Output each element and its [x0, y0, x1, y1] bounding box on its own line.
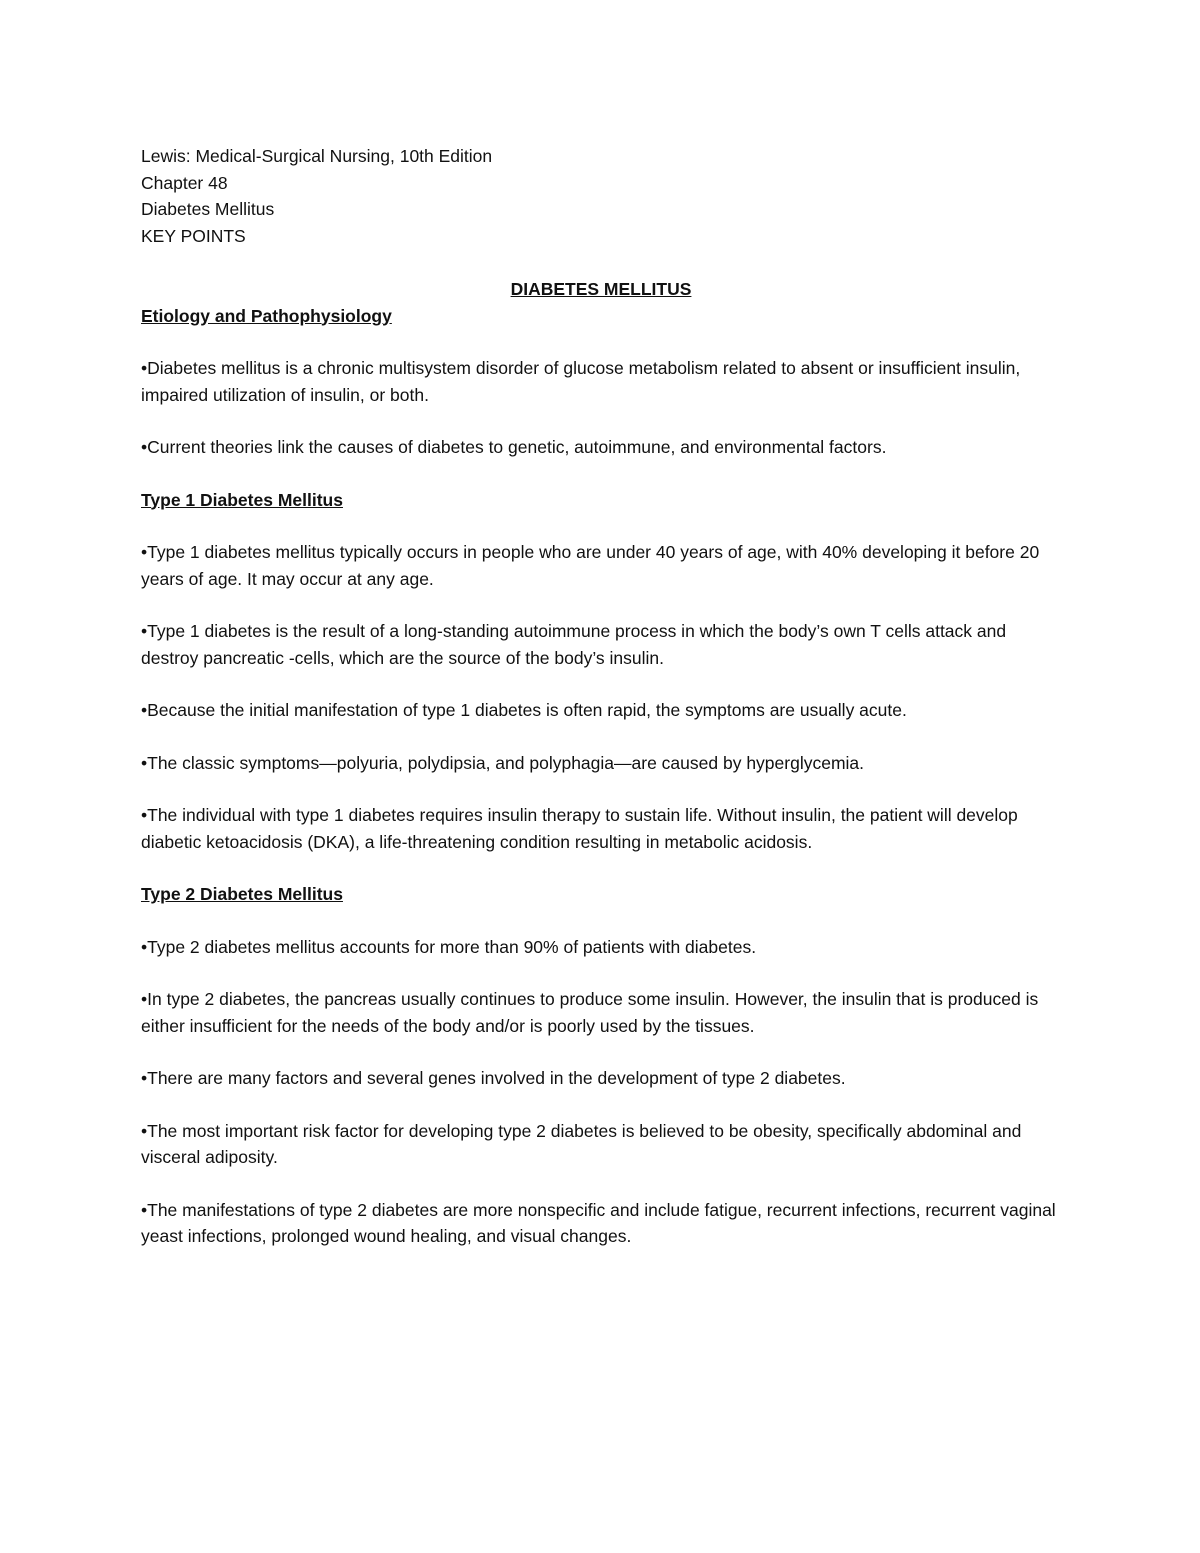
bullet-paragraph: •The manifestations of type 2 diabetes are more nonspecific and include fatigue, recurrent infections, recurrent vaginal yeast infections, prolonged wound healing, and visual changes. — [141, 1199, 1056, 1246]
section-etiology — [141, 303, 1061, 461]
book-title: Lewis: Medical-Surgical Nursing, 10th Edition — [141, 146, 493, 166]
bullet-paragraph: •Current theories link the causes of diabetes to genetic, autoimmune, and environmental factors. — [141, 437, 887, 457]
document-title: DIABETES MELLITUS — [510, 279, 692, 299]
bullet-paragraph: •There are many factors and several genes involved in the development of type 2 diabetes. — [141, 1068, 846, 1088]
key-points-label: KEY POINTS — [141, 225, 246, 246]
bullet-paragraph: •Diabetes mellitus is a chronic multisystem disorder of glucose metabolism related to absent or insufficient insulin, impaired utilization of insulin, or both. — [141, 358, 1021, 405]
bullet-paragraph: •The classic symptoms—polyuria, polydipsia, and polyphagia—are caused by hyperglycemia. — [141, 752, 865, 773]
bullet-paragraph: •Type 1 diabetes mellitus typically occurs in people who are under 40 years of age, with 40% developing it before 20 years of age. It may occur at any age. — [141, 542, 1040, 589]
section-heading: Type 2 Diabetes Mellitus — [141, 884, 343, 904]
bullet-paragraph: •Type 2 diabetes mellitus accounts for more than 90% of patients with diabetes. — [141, 936, 757, 957]
bullet-paragraph: •In type 2 diabetes, the pancreas usually continues to produce some insulin. However, the insulin that is produced is either insufficient for the needs of the body and/or is poorly used by the tissues. — [141, 989, 1039, 1036]
document-header — [141, 143, 1061, 249]
bullet-paragraph: •The most important risk factor for developing type 2 diabetes is believed to be obesity, specifically abdominal and visceral adiposity. — [141, 1120, 1022, 1167]
bullet-paragraph: •The individual with type 1 diabetes requires insulin therapy to sustain life. Without insulin, the patient will develop diabetic ketoacidosis (DKA), a life-threatening condition resulting in metabolic acidosis. — [141, 805, 1018, 852]
bullet-paragraph: •Type 1 diabetes is the result of a long-standing autoimmune process in which the body’s own T cells attack and destroy pancreatic -cells, which are the source of the body’s insulin. — [141, 621, 1007, 668]
section-type1 — [141, 487, 1061, 856]
section-heading: Type 1 Diabetes Mellitus — [141, 489, 343, 510]
chapter-number: Chapter 48 — [141, 172, 228, 193]
section-heading: Etiology and Pathophysiology — [141, 305, 392, 326]
chapter-title: Diabetes Mellitus — [141, 199, 275, 219]
bullet-paragraph: •Because the initial manifestation of type 1 diabetes is often rapid, the symptoms are usually acute. — [141, 700, 907, 720]
document-body — [141, 143, 1061, 1276]
section-type2 — [141, 881, 1061, 1250]
